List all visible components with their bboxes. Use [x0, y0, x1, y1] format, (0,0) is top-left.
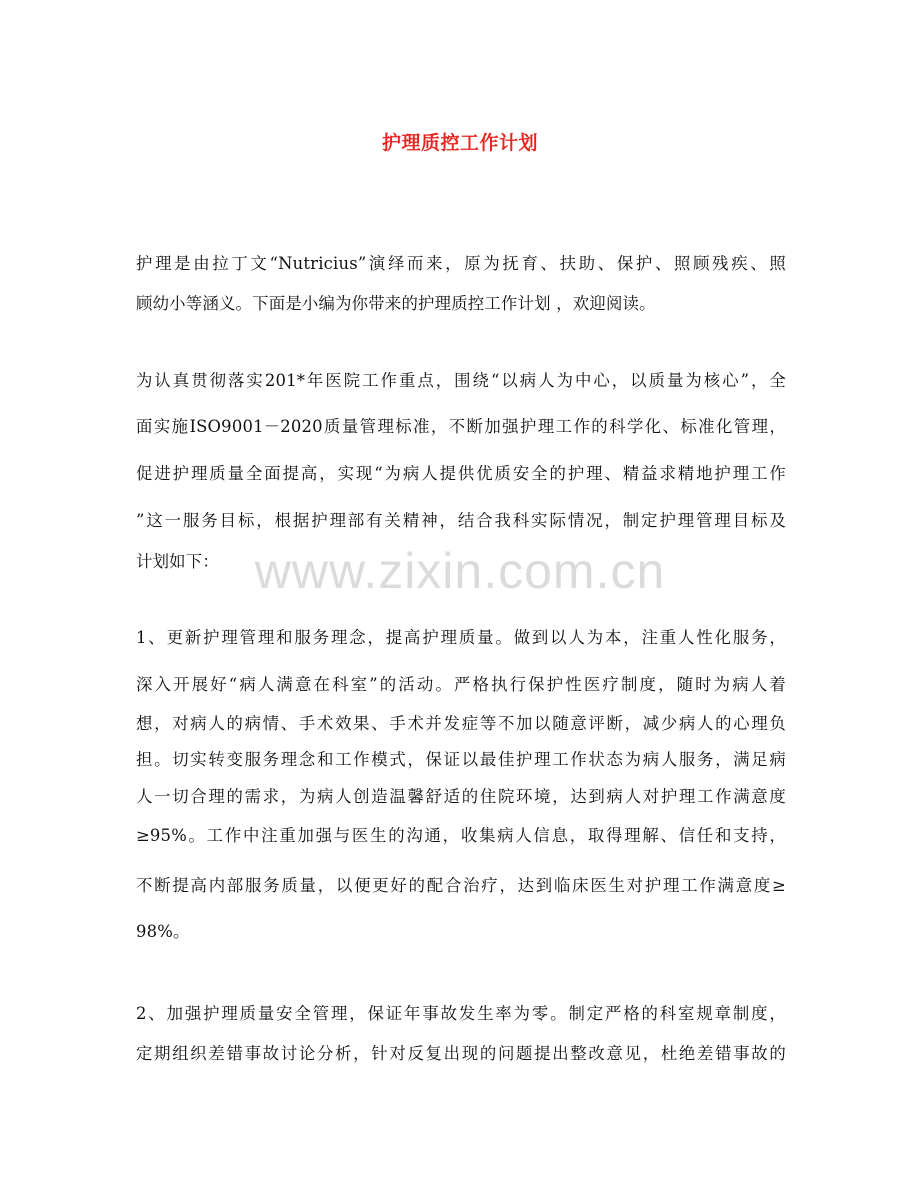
paragraph-line: 1、更新护理管理和服务理念，提高护理质量。做到以人为本，注重人性化服务，	[136, 628, 786, 647]
paragraph-line: 顾幼小等涵义。下面是小编为你带来的护理质控工作计划 ，欢迎阅读。	[136, 294, 656, 313]
document-title: 护理质控工作计划	[381, 132, 538, 154]
paragraph-line: 促进护理质量全面提高，实现“为病人提供优质安全的护理、精益求精地护理工作	[136, 464, 786, 483]
paragraph-line: 不断提高内部服务质量，以便更好的配合治疗，达到临床医生对护理工作满意度≥	[136, 876, 786, 895]
watermark: www.zixin.com.cn	[254, 543, 666, 599]
paragraph-line: 担。切实转变服务理念和工作模式，保证以最佳护理工作状态为病人服务，满足病	[136, 750, 786, 769]
paragraph-line: 护理是由拉丁文“Nutricius”演绎而来，原为抚育、扶助、保护、照顾残疾、照	[136, 254, 786, 273]
paragraph-line: 人一切合理的需求，为病人创造温馨舒适的住院环境，达到病人对护理工作满意度	[136, 787, 786, 806]
paragraph-line: 面实施ISO9001－2020质量管理标准，不断加强护理工作的科学化、标准化管理，	[136, 417, 786, 436]
paragraph-line: ≥95%。工作中注重加强与医生的沟通，收集病人信息，取得理解、信任和支持，	[136, 826, 786, 845]
paragraph-line: 计划如下：	[136, 552, 219, 571]
paragraph-line: 想，对病人的病情、手术效果、手术并发症等不加以随意评断，减少病人的心理负	[136, 714, 786, 733]
paragraph-line: 为认真贯彻落实201*年医院工作重点，围绕“以病人为中心，以质量为核心”，全	[136, 371, 786, 390]
paragraph-line: 深入开展好“病人满意在科室”的活动。严格执行保护性医疗制度，随时为病人着	[136, 675, 786, 694]
paragraph-line: ”这一服务目标，根据护理部有关精神，结合我科实际情况，制定护理管理目标及	[136, 511, 786, 530]
paragraph-line: 2、加强护理质量安全管理，保证年事故发生率为零。制定严格的科室规章制度，	[136, 1004, 786, 1023]
paragraph-line: 定期组织差错事故讨论分析，针对反复出现的问题提出整改意见，杜绝差错事故的	[136, 1044, 786, 1063]
paragraph-line: 98%。	[136, 922, 190, 941]
